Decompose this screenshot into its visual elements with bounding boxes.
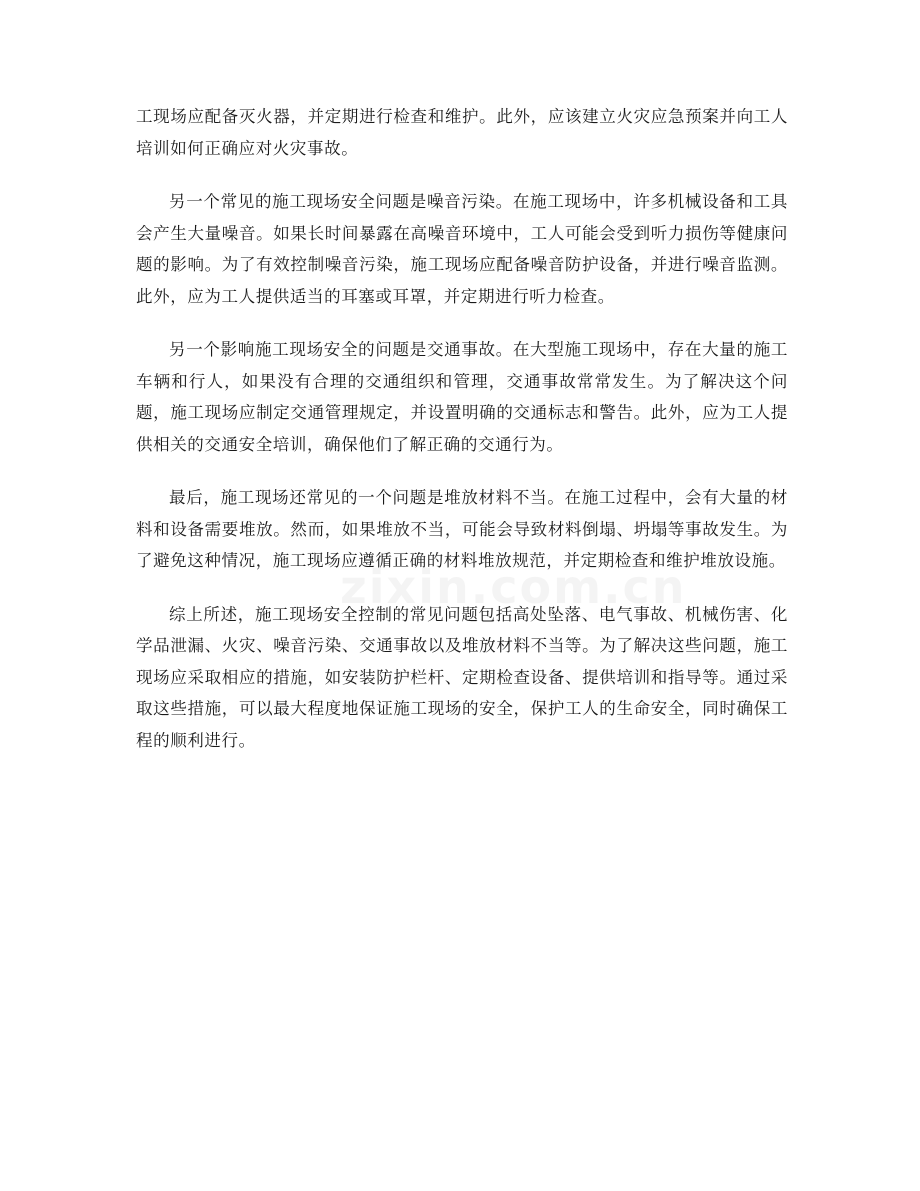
paragraph-fire-safety-continued: 工现场应配备灭火器，并定期进行检查和维护。此外，应该建立火灾应急预案并向工人培训如何正确应对火灾事故。 bbox=[136, 107, 788, 158]
paragraph-traffic-accidents: 另一个影响施工现场安全的问题是交通事故。在大型施工现场中，存在大量的施工车辆和行人，如果没有合理的交通组织和管理，交通事故常常发生。为了解决这个问题，施工现场应制定交通管理规定，并设置明确的交通标志和警告。此外，应为工人提供相关的交通安全培训，确保他们了解正确的交通行为。 bbox=[136, 340, 788, 454]
paragraph-noise-pollution: 另一个常见的施工现场安全问题是噪音污染。在施工现场中，许多机械设备和工具会产生大量噪音。如果长时间暴露在高噪音环境中，工人可能会受到听力损伤等健康问题的影响。为了有效控制噪音污染，施工现场应配备噪音防护设备，并进行噪音监测。此外，应为工人提供适当的耳塞或耳罩，并定期进行听力检查。 bbox=[136, 192, 788, 306]
document-body bbox=[136, 101, 788, 778]
paragraph-summary: 综上所述，施工现场安全控制的常见问题包括高处坠落、电气事故、机械伤害、化学品泄漏、火灾、噪音污染、交通事故以及堆放材料不当等。为了解决这些问题，施工现场应采取相应的措施，如安装防护栏杆、定期检查设备、提供培训和指导等。通过采取这些措施，可以最大程度地保证施工现场的安全，保护工人的生命安全，同时确保工程的顺利进行。 bbox=[136, 604, 788, 750]
paragraph-material-stacking: 最后，施工现场还常见的一个问题是堆放材料不当。在施工过程中，会有大量的材料和设备需要堆放。然而，如果堆放不当，可能会导致材料倒塌、坍塌等事故发生。为了避免这种情况，施工现场应遵循正确的材料堆放规范，并定期检查和维护堆放设施。 bbox=[136, 488, 788, 570]
